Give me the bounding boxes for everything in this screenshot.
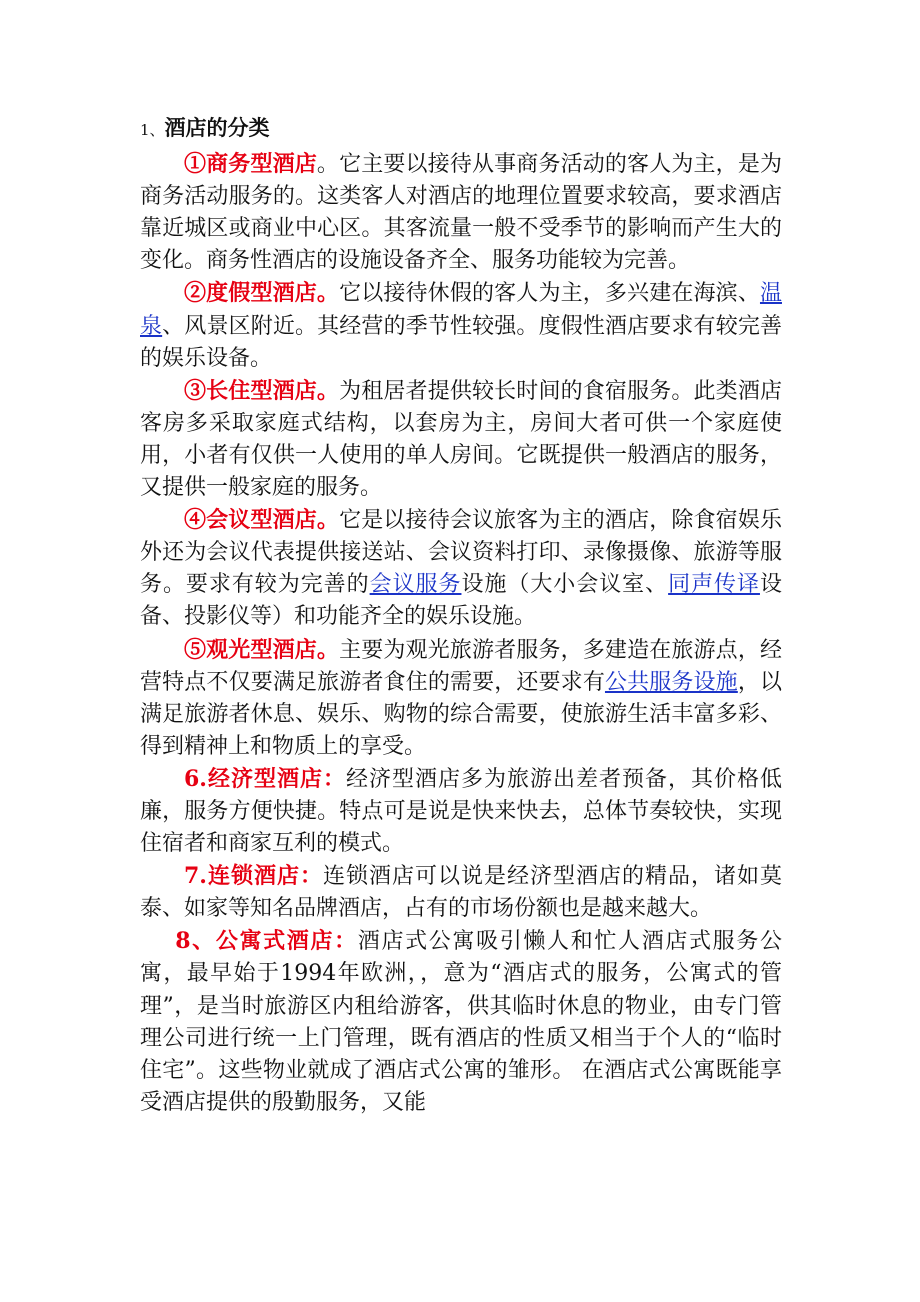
body-text: 、风景区附近。其经营的季节性较强。度假性酒店要求有较完善的娱乐设备。	[140, 313, 782, 371]
body-text: 。它主要以接待从事商务活动的客人为主，是为商务活动服务的。这类客人对酒店的地理位置要求较高，要求酒店靠近城区或商业中心区。其客流量一般不受季节的影响而产生大的变化。商务性酒店的设施设备齐全、服务功能较为完善。	[140, 152, 782, 274]
body-text: 它以接待休假的客人为主，多兴建在海滨、	[339, 281, 760, 307]
hyperlink[interactable]: 温泉	[140, 281, 782, 339]
hyperlink[interactable]: 同声传译	[668, 572, 760, 598]
body-text: 为租居者提供较长时间的食宿服务。此类酒店客房多采取家庭式结构，以套房为主，房间大者可供一个家庭使用，小者有仅供一人使用的单人房间。它既提供一般酒店的服务，又提供一般家庭的服务。	[140, 378, 782, 501]
hotel-type-title: 8、公寓式酒店：	[175, 928, 358, 955]
hotel-type-paragraph	[140, 375, 782, 504]
hotel-type-paragraph	[140, 860, 782, 925]
body-text: ，以满足旅游者休息、娱乐、购物的综合需要，使旅游生活丰富多彩、得到精神上和物质上的享受。	[140, 669, 782, 759]
hotel-type-paragraph	[140, 504, 782, 633]
hotel-type-title: ①商务型酒店	[184, 151, 317, 178]
hotel-type-list	[140, 148, 782, 1119]
hotel-type-title: 7.连锁酒店：	[184, 863, 323, 890]
hotel-type-title: 6.经济型酒店：	[184, 765, 346, 792]
body-text: 酒店式公寓吸引懒人和忙人酒店式服务公寓，最早始于1994年欧洲，，意为“酒店式的服务，公寓式的管理”，是当时旅游区内租给游客，供其临时休息的物业，由专门管理公司进行统一上门管理，既有酒店的性质又相当于个人的“临时住宅”。这些物业就成了酒店式公寓的雏形。 在酒店式公寓既能享受酒店提供的殷勤服务，又能	[140, 929, 782, 1115]
body-text: 经济型酒店多为旅游出差者预备，其价格低廉，服务方便快捷。特点可是说是快来快去，总体节奏较快，实现住宿者和商家互利的模式。	[140, 766, 782, 857]
hotel-type-paragraph	[140, 148, 782, 277]
hotel-type-title: ②度假型酒店。	[184, 280, 340, 307]
body-text: 设备、投影仪等）和功能齐全的娱乐设施。	[140, 572, 782, 630]
body-text: 主要为观光旅游者服务，多建造在旅游点，经营特点不仅要满足旅游者食住的需要，还要求有	[140, 637, 782, 695]
section-number: 1、	[140, 121, 165, 139]
section-heading	[140, 112, 782, 146]
hyperlink[interactable]: 公共服务设施	[604, 669, 738, 695]
body-text: 连锁酒店可以说是经济型酒店的精品，诸如莫泰、如家等知名品牌酒店，占有的市场份额也是越来越大。	[140, 864, 782, 922]
hotel-type-title: ③长住型酒店。	[184, 377, 340, 404]
section-title: 酒店的分类	[164, 115, 270, 140]
hotel-type-paragraph	[140, 925, 782, 1119]
hyperlink[interactable]: 会议服务	[369, 572, 462, 598]
body-text: 它是以接待会议旅客为主的酒店，除食宿娱乐外还为会议代表提供接送站、会议资料打印、录像摄像、旅游等服务。要求有较为完善的	[140, 508, 782, 598]
hotel-type-title: ⑤观光型酒店。	[184, 636, 340, 663]
hotel-type-paragraph	[140, 277, 782, 374]
hotel-type-title: ④会议型酒店。	[184, 507, 340, 534]
body-text: 设施（大小会议室、	[461, 572, 669, 598]
document-page	[140, 112, 782, 1119]
hotel-type-paragraph	[140, 763, 782, 860]
hotel-type-paragraph	[140, 634, 782, 763]
